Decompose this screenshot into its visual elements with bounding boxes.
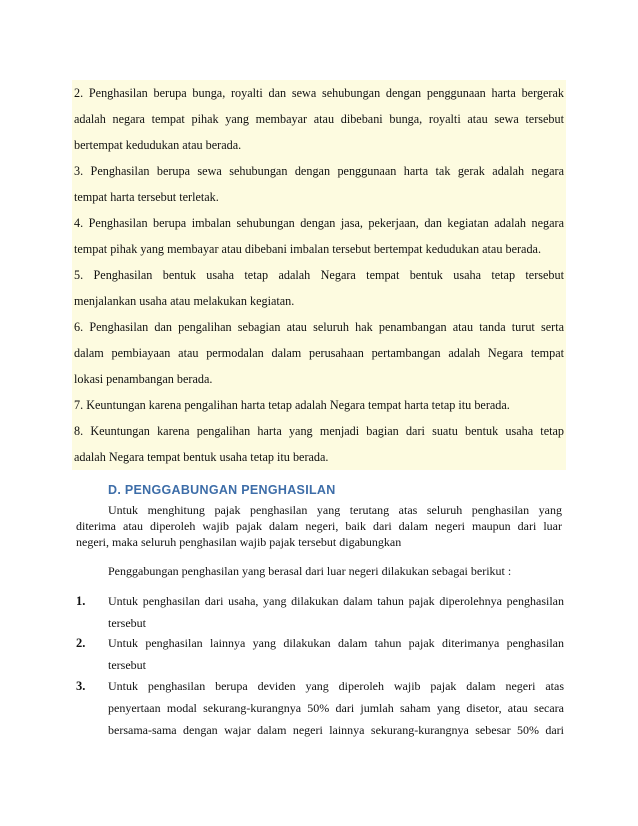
list-number: 2. <box>76 636 86 650</box>
list-line: tersebut <box>108 658 146 672</box>
highlighted-line: 5. Penghasilan bentuk usaha tetap adalah Negara tempat bentuk usaha tetap tersebut <box>74 268 564 282</box>
highlighted-line: 2. Penghasilan berupa bunga, royalti dan sewa sehubungan dengan penggunaan harta bergerak <box>74 86 564 100</box>
intro-text: Penggabungan penghasilan yang berasal dari luar negeri dilakukan sebagai berikut : <box>108 564 512 578</box>
paragraph-line: diterima atau diperoleh wajib pajak dalam negeri, baik dari dalam negeri maupun dari luar <box>76 519 562 533</box>
list-line: Untuk penghasilan berupa deviden yang diperoleh wajib pajak dalam negeri atas <box>108 679 564 693</box>
list-number: 1. <box>76 594 86 608</box>
highlighted-line: 7. Keuntungan karena pengalihan harta tetap adalah Negara tempat harta tetap itu berada. <box>74 398 510 412</box>
highlighted-line: menjalankan usaha atau melakukan kegiatan. <box>74 294 295 308</box>
list-line: Untuk penghasilan lainnya yang dilakukan dalam tahun pajak diterimanya penghasilan <box>108 636 564 650</box>
body-paragraph <box>76 502 562 550</box>
section-heading: D. PENGGABUNGAN PENGHASILAN <box>108 483 336 497</box>
list-line: penyertaan modal sekurang-kurangnya 50% dari jumlah saham yang disetor, atau secara <box>108 701 564 715</box>
highlighted-line: dalam pembiayaan atau permodalan dalam perusahaan pertambangan adalah Negara tempat <box>74 346 564 360</box>
paragraph-line: negeri, maka seluruh penghasilan wajib pajak tersebut digabungkan <box>76 535 402 549</box>
list-text <box>108 590 564 634</box>
highlighted-text-block <box>72 80 566 470</box>
list-line: bersama-sama dengan wajar dalam negeri lainnya sekurang-kurangnya sebesar 50% dari <box>108 723 564 737</box>
paragraph-line: Untuk menghitung pajak penghasilan yang terutang atas seluruh penghasilan yang <box>108 503 562 517</box>
highlighted-line: tempat pihak yang membayar atau dibebani imbalan tersebut bertempat kedudukan atau berada. <box>74 242 542 256</box>
highlighted-line: bertempat kedudukan atau berada. <box>74 138 242 152</box>
highlighted-line: adalah Negara tempat bentuk usaha tetap itu berada. <box>74 450 329 464</box>
list-line: Untuk penghasilan dari usaha, yang dilakukan dalam tahun pajak diperolehnya penghasilan <box>108 594 564 608</box>
highlighted-line: 4. Penghasilan berupa imbalan sehubungan dengan jasa, pekerjaan, dan kegiatan adalah negara <box>74 216 564 230</box>
list-text <box>108 675 564 741</box>
highlighted-line: tempat harta tersebut terletak. <box>74 190 219 204</box>
highlighted-line: 8. Keuntungan karena pengalihan harta yang menjadi bagian dari suatu bentuk usaha tetap <box>74 424 564 438</box>
highlighted-line: 3. Penghasilan berupa sewa sehubungan dengan penggunaan harta tak gerak adalah negara <box>74 164 564 178</box>
highlighted-line: lokasi penambangan berada. <box>74 372 213 386</box>
highlighted-line: adalah negara tempat pihak yang membayar atau dibebani bunga, royalti atau sewa tersebut <box>74 112 564 126</box>
list-text <box>108 632 564 676</box>
list-number: 3. <box>76 679 86 693</box>
highlighted-line: 6. Penghasilan dan pengalihan sebagian atau seluruh hak penambangan atau tanda turut serta <box>74 320 564 334</box>
list-line: tersebut <box>108 616 146 630</box>
